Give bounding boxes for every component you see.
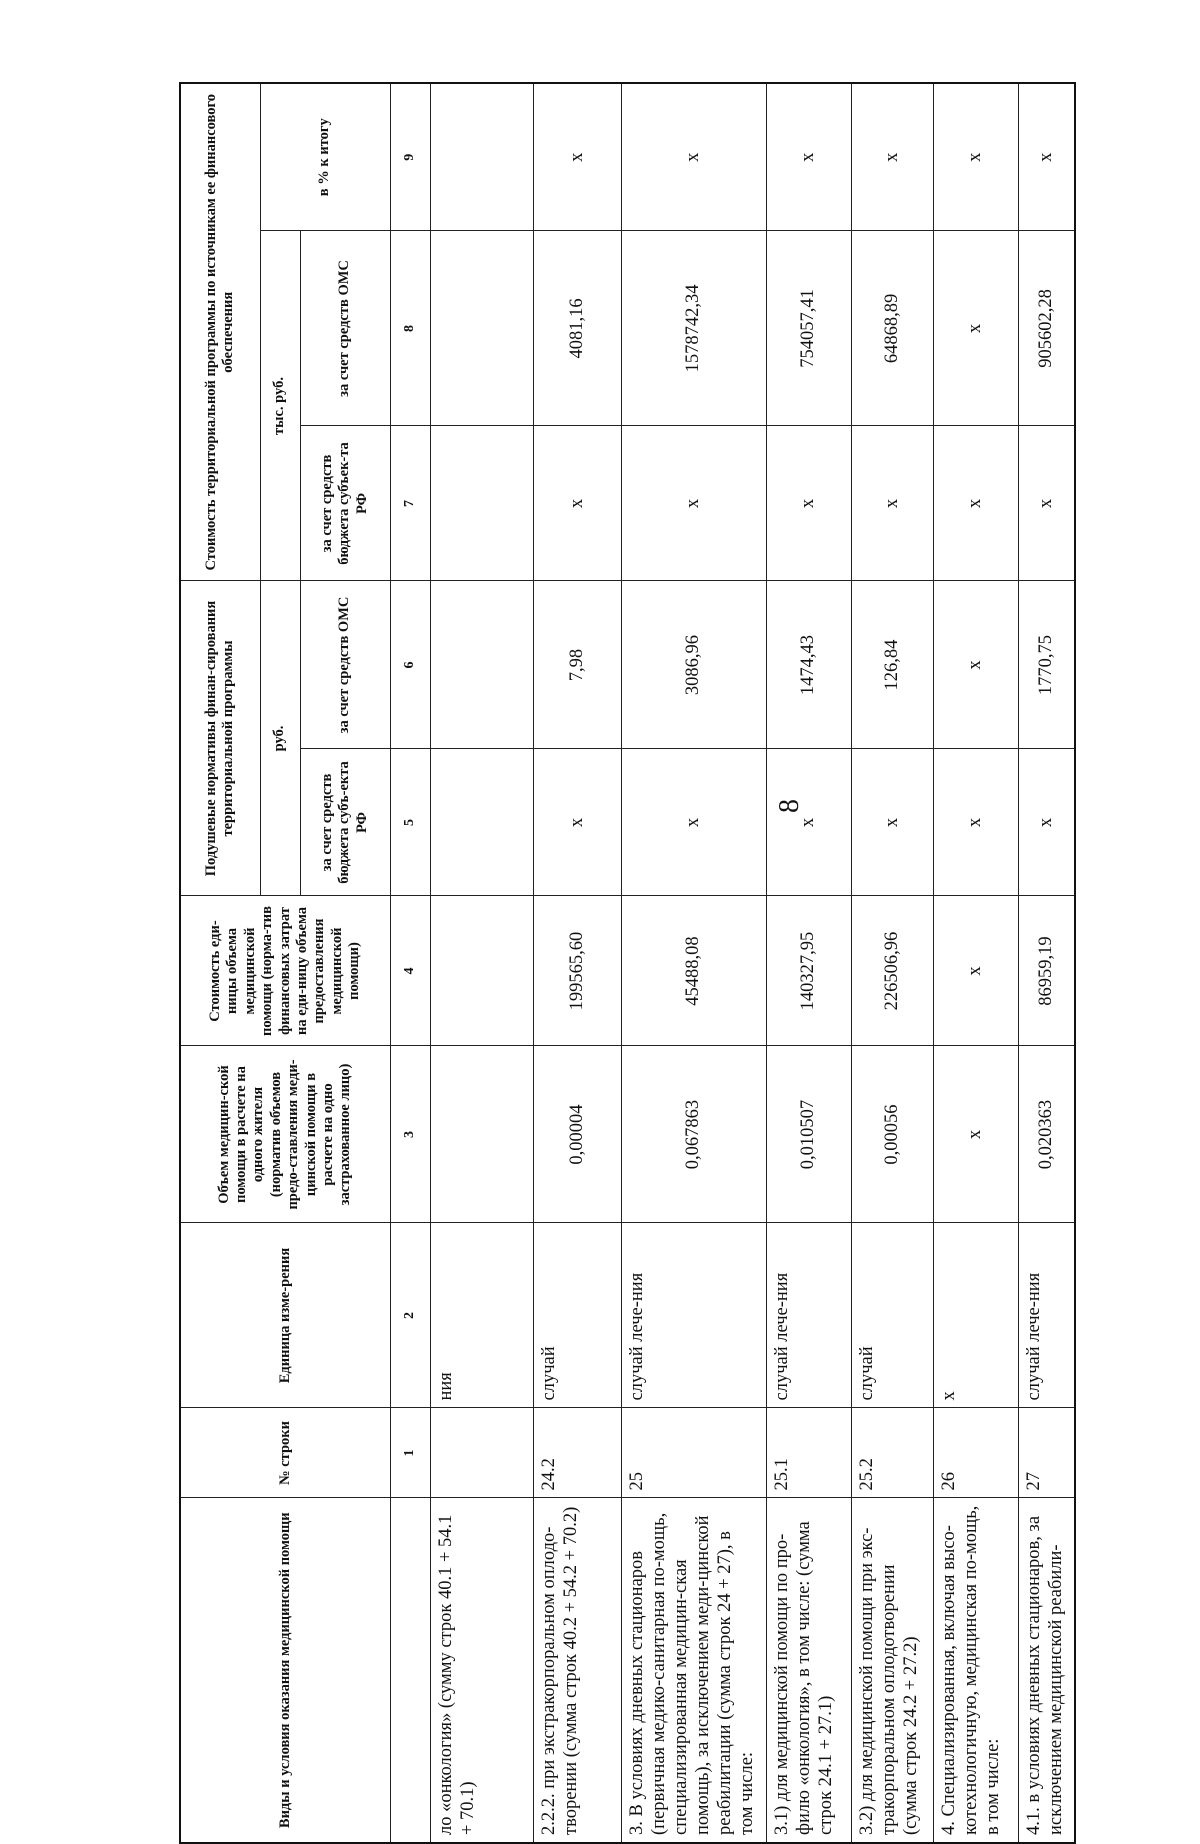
cell-no: 27 (1018, 1408, 1075, 1498)
header-unit-cost: Стоимость еди-ницы объема медицинской помощи (норма-тив финансовых затрат на еди-ницу объема предоставления медицинской помощи) (180, 896, 390, 1046)
table-row (851, 83, 933, 1843)
cell-budget-rub: х (933, 749, 1018, 896)
cell-percent: х (533, 83, 621, 231)
cell-volume: 0,067863 (621, 1046, 766, 1223)
header-volume-norm: Объем медицин-ской помощи в расчете на одного жителя (норматив объемов предо-ставления меди-цинской помощи в расчете на одно застрахованное лицо) (180, 1046, 390, 1223)
cell-oms-thousand: 754057,41 (766, 231, 851, 426)
table-row (933, 83, 1018, 1843)
column-number: 2 (390, 1223, 430, 1408)
cell-budget-thousand: х (533, 426, 621, 581)
cell-volume: 0,010507 (766, 1046, 851, 1223)
cell-name: ло «онкология» (сумму строк 40.1 + 54.1 + 70.1) (430, 1498, 533, 1843)
cell-oms-rub: х (933, 581, 1018, 749)
cell-oms-thousand: 905602,28 (1018, 231, 1075, 426)
header-unit: Единица изме-рения (180, 1223, 390, 1408)
header-oms-thousand: за счет средств ОМС (300, 231, 390, 426)
page-number: 8 (774, 799, 805, 813)
cell-unit: х (933, 1223, 1018, 1408)
cell-cost-unit: х (933, 896, 1018, 1046)
cell-percent (430, 83, 533, 231)
cell-unit: случай лече-ния (1018, 1223, 1075, 1408)
column-number: 6 (390, 581, 430, 749)
cell-percent: х (851, 83, 933, 231)
table-row (1018, 83, 1075, 1843)
header-budget-rub: за счет средств бюджета субъ-екта РФ (300, 749, 390, 896)
cell-name: 3.2) для медицинской помощи при экс-тракорпоральном оплодотворении (сумма строк 24.2 + 27.2) (851, 1498, 933, 1843)
rotated-table-sheet (179, 84, 1074, 1844)
cell-budget-thousand: х (1018, 426, 1075, 581)
cell-name: 2.2.2. при экстракорпоральном оплодо-творении (сумма строк 40.2 + 54.2 + 70.2) (533, 1498, 621, 1843)
cell-cost-unit (430, 896, 533, 1046)
cell-volume: х (933, 1046, 1018, 1223)
cell-name: 3.1) для медицинской помощи по про-филю «онкология», в том числе: (сумма строк 24.1 + 27.1) (766, 1498, 851, 1843)
cell-cost-unit: 199565,60 (533, 896, 621, 1046)
cell-unit: случай лече-ния (766, 1223, 851, 1408)
cell-oms-rub: 126,84 (851, 581, 933, 749)
cell-budget-rub: х (851, 749, 933, 896)
column-number-blank (390, 1498, 430, 1843)
cell-percent: х (1018, 83, 1075, 231)
cell-oms-rub: 7,98 (533, 581, 621, 749)
cell-unit: случай (533, 1223, 621, 1408)
cell-budget-rub: х (621, 749, 766, 896)
cell-budget-rub: х (766, 749, 851, 896)
cell-volume: 0,020363 (1018, 1046, 1075, 1223)
column-number: 9 (390, 83, 430, 231)
column-number: 3 (390, 1046, 430, 1223)
column-number: 5 (390, 749, 430, 896)
column-number: 4 (390, 896, 430, 1046)
header-per-capita-group: Подушевые нормативы финан-сирования территориальной программы (180, 581, 260, 896)
cell-no (430, 1408, 533, 1498)
cell-oms-rub: 1770,75 (1018, 581, 1075, 749)
cell-unit: ния (430, 1223, 533, 1408)
cell-budget-rub: х (533, 749, 621, 896)
cell-no: 26 (933, 1408, 1018, 1498)
cell-volume (430, 1046, 533, 1223)
cell-oms-thousand (430, 231, 533, 426)
cell-budget-thousand: х (621, 426, 766, 581)
cell-oms-rub (430, 581, 533, 749)
column-number-row (390, 83, 430, 1843)
cell-budget-thousand: х (766, 426, 851, 581)
cell-cost-unit: 45488,08 (621, 896, 766, 1046)
cell-no: 25.2 (851, 1408, 933, 1498)
cell-budget-thousand: х (851, 426, 933, 581)
table-row (430, 83, 533, 1843)
table-row (533, 83, 621, 1843)
cell-unit: случай (851, 1223, 933, 1408)
cell-no: 24.2 (533, 1408, 621, 1498)
cell-cost-unit: 226506,96 (851, 896, 933, 1046)
cell-budget-rub: х (1018, 749, 1075, 896)
cell-budget-thousand (430, 426, 533, 581)
cell-oms-thousand: 64868,89 (851, 231, 933, 426)
cell-oms-thousand: 4081,16 (533, 231, 621, 426)
cell-name: 4. Специализированная, включая высо-котехнологичную, медицинская по-мощь, в том числе: (933, 1498, 1018, 1843)
table-row (766, 83, 851, 1843)
header-unit-rub: руб. (260, 581, 300, 896)
header-program-cost-group: Стоимость территориальной программы по источникам ее финансового обеспечения (180, 83, 260, 581)
cell-cost-unit: 140327,95 (766, 896, 851, 1046)
table-body (430, 83, 1075, 1843)
financing-table (179, 82, 1076, 1844)
cell-no: 25 (621, 1408, 766, 1498)
header-types-of-care: Виды и условия оказания медицинской помощи (180, 1498, 390, 1843)
cell-budget-rub (430, 749, 533, 896)
cell-unit: случай лече-ния (621, 1223, 766, 1408)
header-budget-thousand: за счет средств бюджета субъек-та РФ (300, 426, 390, 581)
cell-oms-thousand: х (933, 231, 1018, 426)
cell-name: 3. В условиях дневных стационаров (первичная медико-санитарная по-мощь, специализированная медицин-ская помощь), за исключением меди-цинской реабилитации (сумма строк 24 + 27), в том числе: (621, 1498, 766, 1843)
cell-no: 25.1 (766, 1408, 851, 1498)
cell-percent: х (766, 83, 851, 231)
cell-budget-thousand: х (933, 426, 1018, 581)
header-unit-thousand-rub: тыс. руб. (260, 231, 300, 581)
header-percent-of-total: в % к итогу (260, 83, 390, 231)
cell-oms-rub: 3086,96 (621, 581, 766, 749)
cell-oms-thousand: 1578742,34 (621, 231, 766, 426)
cell-cost-unit: 86959,19 (1018, 896, 1075, 1046)
cell-volume: 0,00004 (533, 1046, 621, 1223)
cell-name: 4.1. в условиях дневных стационаров, за исключением медицинской реабили- (1018, 1498, 1075, 1843)
header-row-number: № строки (180, 1408, 390, 1498)
column-number: 1 (390, 1408, 430, 1498)
column-number: 8 (390, 231, 430, 426)
cell-oms-rub: 1474,43 (766, 581, 851, 749)
header-oms-rub: за счет средств ОМС (300, 581, 390, 749)
cell-percent: х (933, 83, 1018, 231)
cell-volume: 0,00056 (851, 1046, 933, 1223)
cell-percent: х (621, 83, 766, 231)
table-row (621, 83, 766, 1843)
column-number: 7 (390, 426, 430, 581)
